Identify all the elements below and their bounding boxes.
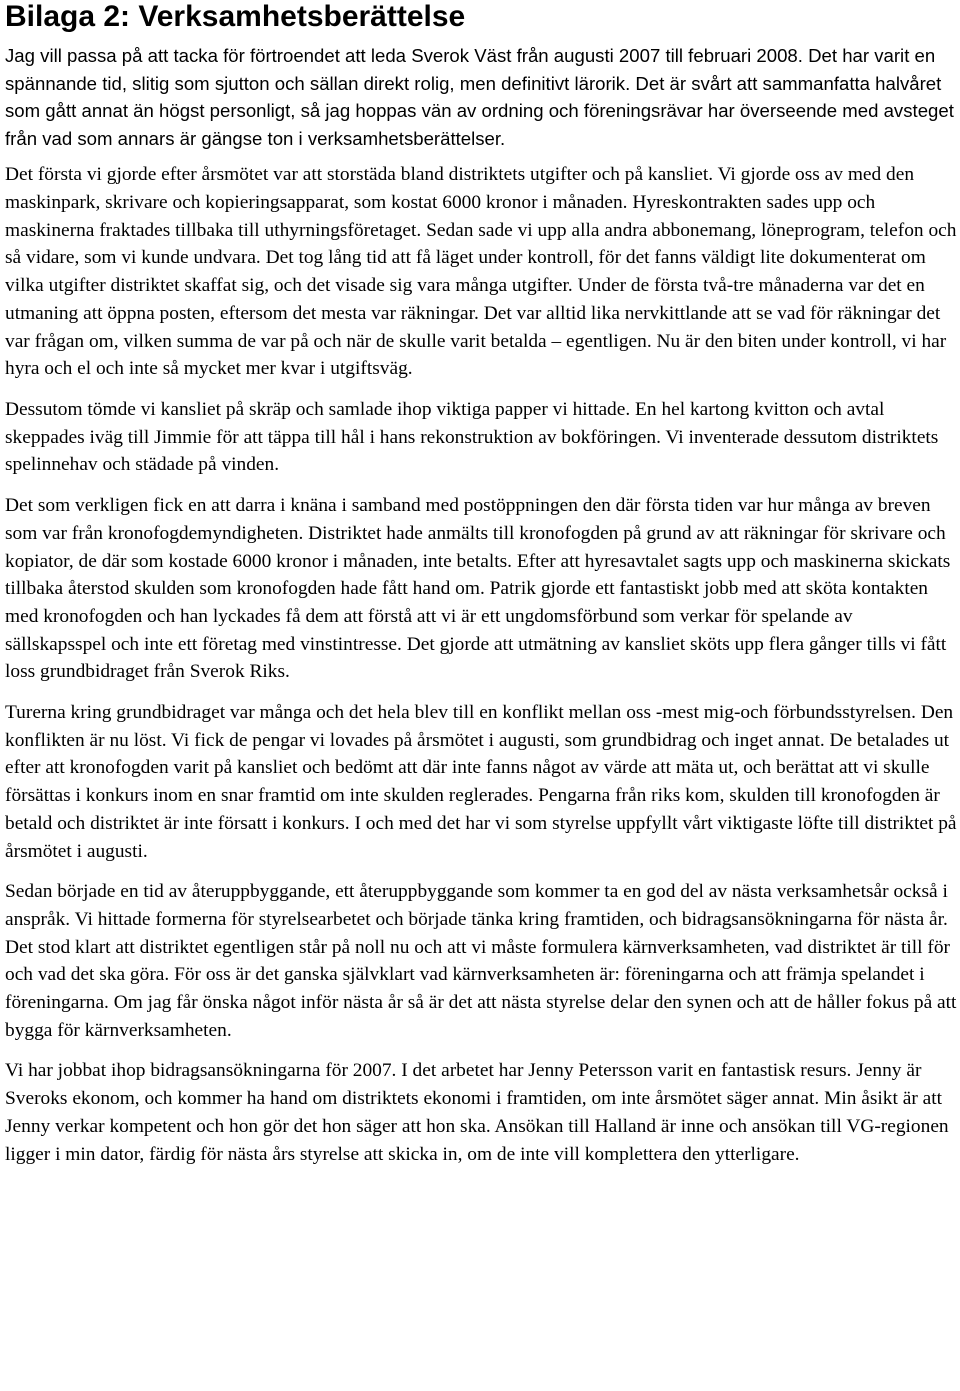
paragraph-base-grant: Turerna kring grundbidraget var många och det hela blev till en konflikt mellan oss -mest mig-och förbundsstyrelsen. Den konflikten är nu löst. Vi fick de pengar vi lovades på årsmötet i augusti, som grundbidrag och inget annat. De betalades ut efter att kronofogden varit på kansliet och bedömt att där inte fanns något av värde att mäta ut, och berättat att vi skulle försättas i konkurs inom en snar framtid om inte skulden reglerades. Pengarna från riks kom, skulden till kronofogden är betald och distriktet är inte försatt i konkurs. I och med det har vi som styrelse uppfyllt vårt viktigaste löfte till distriktet på årsmötet i augusti.: [5, 702, 957, 862]
paragraph-office-clearing: Dessutom tömde vi kansliet på skräp och samlade ihop viktiga papper vi hittade. En hel kartong kvitton och avtal skeppades iväg till Jimmie för att täppa till hål i hans rekonstruktion av bokföringen. Vi inventerade dessutom distriktets spelinnehav och städade på vinden.: [5, 399, 939, 476]
paragraph-grant-applications: Vi har jobbat ihop bidragsansökningarna för 2007. I det arbetet har Jenny Petersson varit en fantastisk resurs. Jenny är Sveroks ekonom, och kommer ha hand om distriktets ekonomi i framtiden, om inte årsmötet säger annat. Min åsikt är att Jenny verkar kompetent och hon gör det hon säger att hon ska. Ansökan till Halland är inne och ansökan till VG-regionen ligger i min dator, färdig för nästa års styrelse att skicka in, om de inte vill komplettera den ytterligare.: [5, 1060, 949, 1165]
paragraph-debt-collection: Det som verkligen fick en att darra i knäna i samband med postöppningen den där första tiden var hur många av breven som var från kronofogdemyndigheten. Distriktet hade anmälts till kronofogden på grund av att räkningar för skrivare och kopiator, de där som kostade 6000 kronor i månaden, inte betalts. Efter att hyresavtalet sagts upp och maskinerna skickats tillbaka återstod skulden som kronofogden hade fått hand om. Patrik gjorde ett fantastiskt jobb med att sköta kontakten med kronofogden och han lyckades få dem att förstå att vi är ett ungdomsförbund som verkar för spelande av sällskapsspel och inte ett företag med vinstintresse. Det gjorde att utmätning av kansliet sköts upp flera gånger tills vi fått loss grundbidraget från Sverok Riks.: [5, 495, 951, 683]
paragraph-rebuilding: Sedan började en tid av återuppbyggande, ett återuppbyggande som kommer ta en god del av nästa verksamhetsår också i anspråk. Vi hittade formerna för styrelsearbetet och började tänka kring framtiden, och bidragsansökningarna för nästa år. Det stod klart att distriktet egentligen står på noll nu och att vi måste formulera kärnverksamheten, vad distriktet är till för och vad det ska göra. För oss är det ganska självklart vad kärnverksamheten är: föreningarna och att främja spelandet i föreningarna. Om jag får önska något inför nästa år så är det att nästa styrelse delar den synen och att de håller fokus på att bygga för kärnverksamheten.: [5, 881, 957, 1041]
document-page: [5, 0, 957, 1168]
document-title: Bilaga 2: Verksamhetsberättelse: [5, 0, 466, 33]
intro-paragraph: Jag vill passa på att tacka för förtroendet att leda Sverok Väst från augusti 2007 till februari 2008. Det har varit en spännande tid, slitig som sjutton och sällan direkt rolig, men definitivt lärorik. Det är svårt att sammanfatta halvåret som gått annat än högst personligt, så jag hoppas vän av ordning och föreningsrävar har överseende med avsteget från vad som annars är gängse ton i verksamhetsberättelser.: [5, 45, 954, 149]
paragraph-cleanup: Det första vi gjorde efter årsmötet var att storstäda bland distriktets utgifter och på kansliet. Vi gjorde oss av med den maskinpark, skrivare och kopieringsapparat, som kostat 6000 kronor i månaden. Hyreskontrakten sades upp och maskinerna fraktades tillbaka till uthyrningsföretaget. Sedan sade vi upp alla andra abbonemang, löneprogram, telefon och så vidare, som vi kunde undvara. Det tog lång tid att få läget under kontroll, för det fanns väldigt lite dokumenterat om vilka utgifter distriktet skaffat sig, och det visade sig vara många utgifter. Under de första två-tre månaderna var det en utmaning att öppna posten, eftersom det mesta var räkningar. Det var alltid lika nervkittlande att se vad för räkningar det var frågan om, vilken summa de var på och när de skulle varit betalda – egentligen. Nu är den biten under kontroll, vi har hyra och el och inte så mycket mer kvar i utgiftsväg.: [5, 164, 957, 380]
